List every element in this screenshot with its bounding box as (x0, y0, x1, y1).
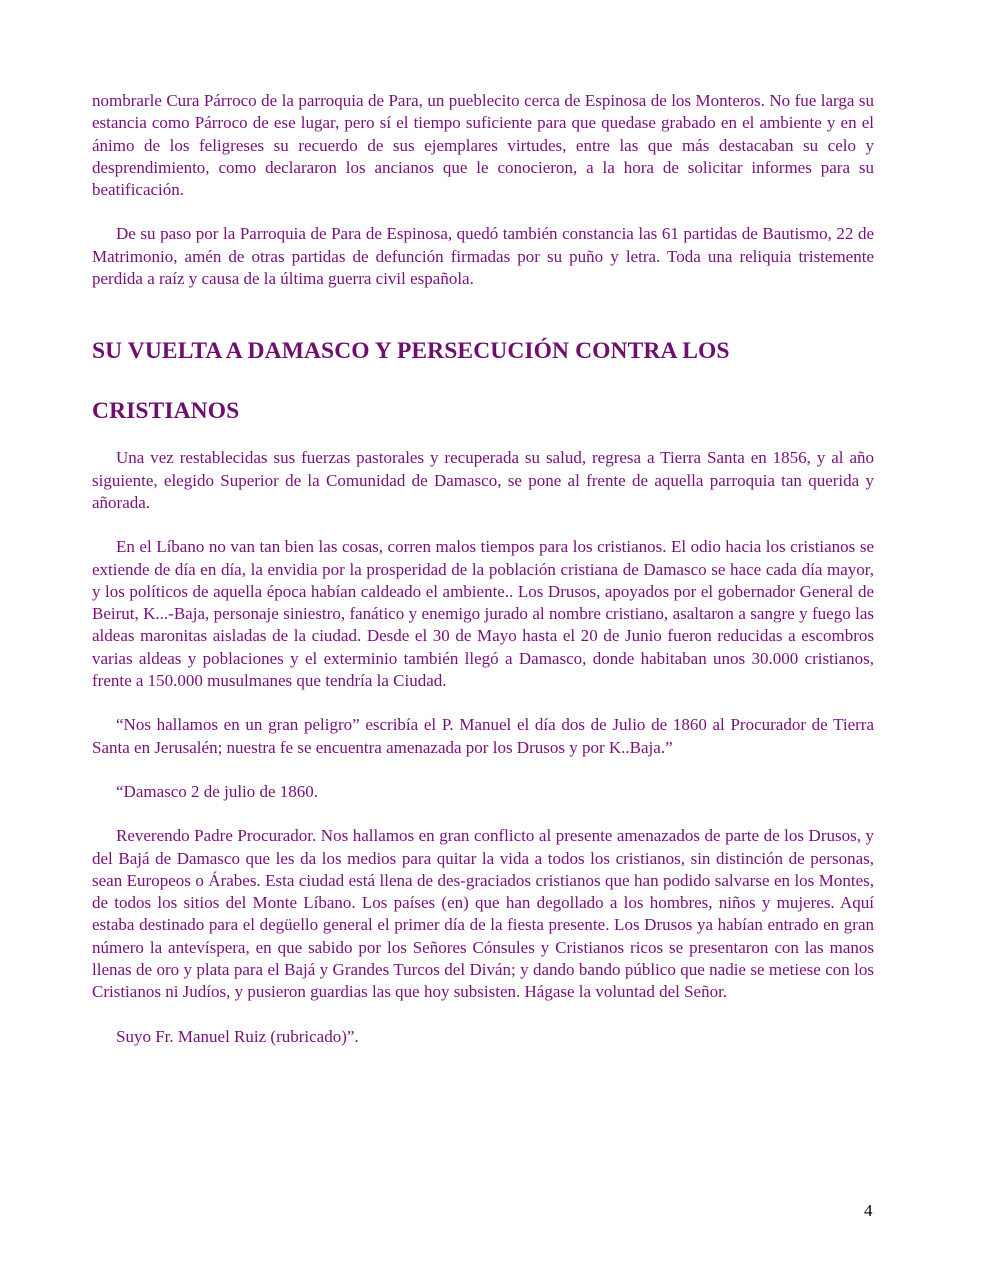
section-paragraph-3: “Nos hallamos en un gran peligro” escribía el P. Manuel el día dos de Julio de 1860 al Procurador de Tierra Santa en Jerusalén; nuestra fe se encuentra amenazada por los Drusos y por K..Baja.” (92, 715, 874, 757)
letter-body: Reverendo Padre Procurador. Nos hallamos en gran conflicto al presente amenazados de parte de los Drusos, y del Bajá de Damasco que les da los medios para quitar la vida a todos los cristianos, sin distinción de personas, sean Europeos o Árabes. Esta ciudad está llena de des-graciados cristianos que han podido salvarse en los Montes, de todos los sitios del Monte Líbano. Los países (en) que han degollado a los hombres, niños y mujeres. Aquí estaba destinado para el degüello general el primer día de la fiesta presente. Los Drusos ya habían entrado en gran número la antevíspera, en que sabido por los Señores Cónsules y Cristianos ricos se presentaron con las manos llenas de oro y plata para el Bajá y Grandes Turcos del Diván; y dando bando público que nadie se metiese con los Cristianos ni Judíos, y pusieron guardias las que hoy subsisten. Hágase la voluntad del Señor. (92, 826, 874, 1002)
letter-date-line: “Damasco 2 de julio de 1860. (116, 781, 319, 801)
intro-paragraph-2: De su paso por la Parroquia de Para de Espinosa, quedó también constancia las 61 partidas de Bautismo, 22 de Matrimonio, amén de otras partidas de defunción firmadas por su puño y letra. Toda una reliquia tristemente perdida a raíz y causa de la última guerra civil española. (92, 224, 874, 289)
section-heading (92, 321, 874, 441)
letter-signature: Suyo Fr. Manuel Ruiz (rubricado)”. (116, 1026, 359, 1046)
page-number: 4 (864, 1201, 873, 1220)
section-paragraph-2: En el Líbano no van tan bien las cosas, corren malos tiempos para los cristianos. El odio hacia los cristianos se extiende de día en día, la envidia por la prosperidad de la población cristiana de Damasco se hace cada día mayor, y los políticos de aquella época habían caldeado el ambiente.. Los Drusos, apoyados por el gobernador General de Beirut, K...-Baja, personaje siniestro, fanático y enemigo jurado al nombre cristiano, asaltaron a sangre y fuego las aldeas maronitas aisladas de la ciudad. Desde el 30 de Mayo hasta el 20 de Junio fueron reducidas a escombros varias aldeas y poblaciones y el exterminio también llegó a Damasco, donde habitaban unos 30.000 cristianos, frente a 150.000 musulmanes que tendría la Ciudad. (92, 537, 874, 691)
document-page (92, 90, 874, 1070)
section-heading-line-2: CRISTIANOS (92, 398, 240, 425)
section-heading-line-1: SU VUELTA A DAMASCO Y PERSECUCIÓN CONTRA LOS (92, 338, 730, 365)
section-paragraph-1: Una vez restablecidas sus fuerzas pastorales y recuperada su salud, regresa a Tierra Santa en 1856, y al año siguiente, elegido Superior de la Comunidad de Damasco, se pone al frente de aquella parroquia tan querida y añorada. (92, 448, 874, 512)
intro-paragraph-1: nombrarle Cura Párroco de la parroquia de Para, un pueblecito cerca de Espinosa de los Monteros. No fue larga su estancia como Párroco de ese lugar, pero sí el tiempo suficiente para que quedase grabado en el ambiente y en el ánimo de los feligreses su recuerdo de sus ejemplares virtudes, entre las que más destacaban su celo y desprendimiento, como declararon los ancianos que le conocieron, a la hora de solicitar informes para su beatificación. (92, 91, 874, 200)
